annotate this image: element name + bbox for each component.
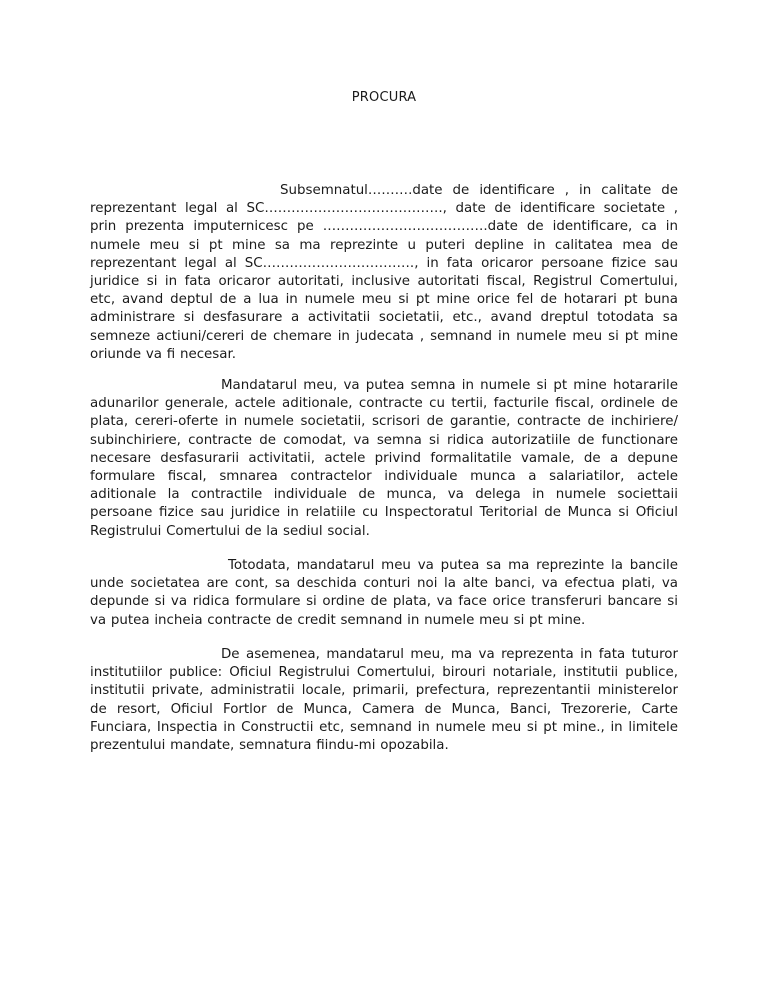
paragraph-text: Subsemnatul……….date de identificare , in calitate de reprezentant legal al SC…………………………………., date de identificare societate , prin prezenta imputernicesc pe ……………………………….date de identificare, ca in numele meu si pt mine sa ma reprezinte u puteri depline in calitatea mea de reprezentant legal al SC……………………………., in fata oricaror persoane fizice sau juridice si in fata oricaror autoritati, inclusive autoritati fiscal, Registrul Comertului, etc, avand deptul de a lua in numele meu si pt mine orice fel de hotarari pt buna administrare si desfasurare a activitatii societatii, etc., avand dreptul totodata sa semneze actiuni/cereri de chemare in judecata , semnand in numele meu si pt mine oriunde va fi necesar. — [90, 183, 678, 362]
paragraph-3 — [90, 557, 678, 630]
document-title: PROCURA — [351, 90, 417, 105]
paragraph-text: Mandatarul meu, va putea semna in numele si pt mine hotararile adunarilor generale, actele aditionale, contracte cu tertii, facturile fiscal, ordinele de plata, cereri-oferte in numele societatii, scrisori de garantie, contracte de inchiriere/ subinchiriere, contracte de comodat, va semna si ridica autorizatiile de functionare necesare desfasurarii activitatii, actele privind formalitatile vamale, de a depune formulare fiscal, smnarea contractelor individuale munca a salariatilor, actele aditionale la contractile individuale de munca, va delega in numele societtaii persoane fizice sau juridice in relatiile cu Inspectoratul Teritorial de Munca si Oficiul Registrului Comertului de la sediul social. — [90, 378, 678, 539]
paragraph-1 — [90, 182, 678, 364]
paragraph-4 — [90, 646, 678, 755]
paragraph-2 — [90, 377, 678, 541]
paragraph-text: De asemenea, mandatarul meu, ma va reprezenta in fata tuturor institutiilor publice: Oficiul Registrului Comertului, birouri notariale, institutii publice, institutii private, administratii locale, primarii, prefectura, reprezentantii ministerelor de resort, Oficiul Fortlor de Munca, Camera de Munca, Banci, Trezorerie, Carte Funciara, Inspectia in Constructii etc, semnand in numele meu si pt mine., in limitele prezentului mandate, semnatura fiindu-mi opozabila. — [90, 647, 678, 754]
paragraph-text: Totodata, mandatarul meu va putea sa ma reprezinte la bancile unde societatea are cont, sa deschida conturi noi la alte banci, va efectua plati, va depunde si va ridica formulare si ordine de plata, va face orice transferuri bancare si va putea incheia contracte de credit semnand in numele meu si pt mine. — [90, 558, 678, 628]
